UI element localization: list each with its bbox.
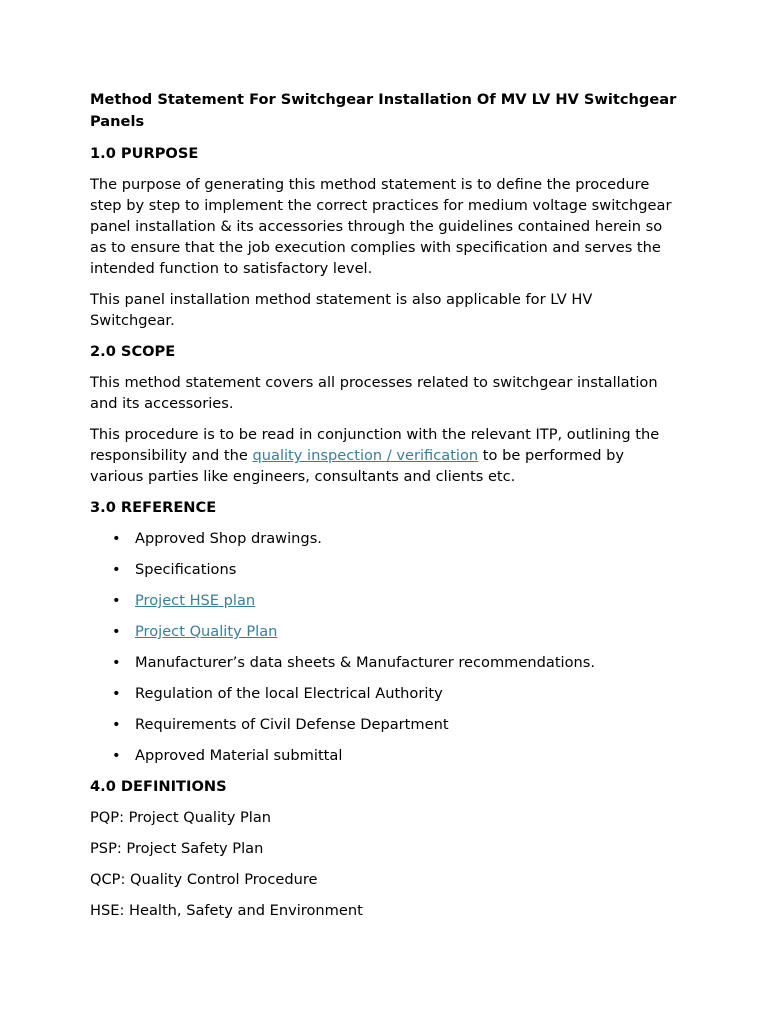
section-heading-reference: 3.0 REFERENCE [90, 499, 217, 516]
section-heading-definitions: 4.0 DEFINITIONS [90, 778, 227, 795]
bullet-icon: • [112, 561, 121, 578]
quality-inspection-link[interactable]: quality inspection / verification [252, 447, 479, 464]
definition-hse: HSE: Health, Safety and Environment [90, 902, 363, 919]
purpose-paragraph-1: The purpose of generating this method statement is to define the procedure step by step to implement the correct practices for medium voltage switchgear panel installation & its accessories through the guidelines contained herein so as to ensure that the job execution complies with specification and serves the intended function to satisfactory level. [90, 176, 672, 277]
document-title: Method Statement For Switchgear Installation Of MV LV HV Switchgear Panels [90, 91, 677, 130]
section-heading-scope: 2.0 SCOPE [90, 343, 176, 360]
purpose-paragraph-2: This panel installation method statement is also applicable for LV HV Switchgear. [90, 291, 593, 329]
project-quality-plan-link[interactable]: Project Quality Plan [135, 623, 278, 640]
document-body [90, 89, 680, 931]
list-item [90, 652, 680, 673]
scope-paragraph-2-text-before: This procedure is to be read in conjunction with the relevant ITP, outlining the responsibility and the [90, 426, 660, 464]
scope-paragraph-2-text-after: to be performed by various parties like engineers, consultants and clients etc. [90, 447, 625, 485]
bullet-icon: • [112, 530, 121, 547]
reference-item-shop-drawings: Approved Shop drawings. [135, 530, 322, 547]
reference-item-specifications: Specifications [135, 561, 237, 578]
definition-psp: PSP: Project Safety Plan [90, 840, 264, 857]
list-item [90, 745, 680, 766]
scope-paragraph-2 [90, 424, 680, 487]
project-hse-plan-link[interactable]: Project HSE plan [135, 592, 256, 609]
definition-pqp: PQP: Project Quality Plan [90, 809, 272, 826]
reference-item-manufacturer-data: Manufacturer’s data sheets & Manufacturer recommendations. [135, 654, 596, 671]
definition-qcp: QCP: Quality Control Procedure [90, 871, 318, 888]
bullet-icon: • [112, 747, 121, 764]
bullet-icon: • [112, 654, 121, 671]
reference-list [90, 528, 680, 766]
list-item [90, 528, 680, 549]
reference-item-electrical-authority: Regulation of the local Electrical Authority [135, 685, 443, 702]
list-item [90, 683, 680, 704]
scope-paragraph-1: This method statement covers all processes related to switchgear installation and its accessories. [90, 374, 658, 412]
list-item [90, 559, 680, 580]
list-item [90, 714, 680, 735]
section-heading-purpose: 1.0 PURPOSE [90, 145, 199, 162]
reference-item-civil-defense: Requirements of Civil Defense Department [135, 716, 449, 733]
bullet-icon: • [112, 623, 121, 640]
bullet-icon: • [112, 592, 121, 609]
list-item [90, 590, 680, 611]
bullet-icon: • [112, 716, 121, 733]
bullet-icon: • [112, 685, 121, 702]
list-item [90, 621, 680, 642]
reference-item-material-submittal: Approved Material submittal [135, 747, 343, 764]
